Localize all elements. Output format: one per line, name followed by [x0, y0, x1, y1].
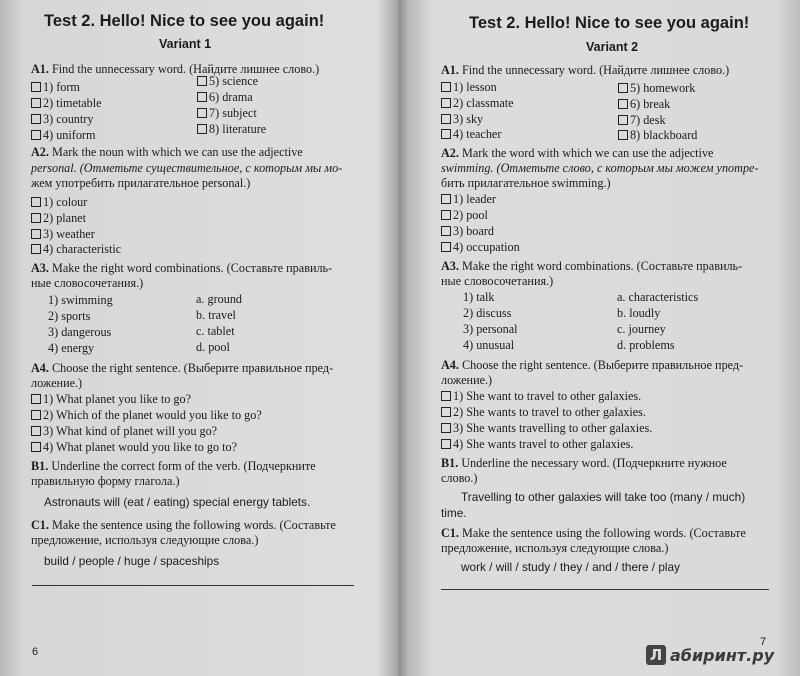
checkbox-option[interactable]: 4) characteristic [31, 242, 121, 257]
checkbox-option[interactable]: 7) subject [197, 106, 257, 121]
variant-label: Variant 1 [159, 37, 212, 51]
question-text: предложение, используя следующие слова.) [31, 533, 259, 547]
checkbox-option[interactable]: 6) drama [197, 90, 253, 105]
match-item: b. travel [196, 308, 236, 322]
match-item: 2) sports [48, 309, 91, 323]
question-text: правильную форму глагола.) [31, 474, 180, 488]
checkbox-icon[interactable] [441, 129, 451, 139]
checkbox-option[interactable]: 3) She wants travelling to other galaxies. [441, 421, 652, 436]
match-item: 3) personal [463, 322, 518, 336]
labirint-logo-icon: Л [646, 645, 666, 665]
checkbox-icon[interactable] [31, 394, 41, 404]
checkbox-option[interactable]: 1) form [31, 80, 80, 95]
checkbox-icon[interactable] [31, 114, 41, 124]
checkbox-icon[interactable] [441, 407, 451, 417]
checkbox-option[interactable]: 3) sky [441, 112, 483, 127]
question-a3: A3. Make the right word combinations. (Составьте правиль- [441, 259, 743, 273]
checkbox-icon[interactable] [441, 423, 451, 433]
answer-line[interactable] [441, 589, 769, 590]
checkbox-icon[interactable] [31, 98, 41, 108]
checkbox-option[interactable]: 1) She want to travel to other galaxies. [441, 389, 641, 404]
checkbox-icon[interactable] [197, 92, 207, 102]
question-text: ные словосочетания.) [31, 276, 144, 290]
checkbox-option[interactable]: 4) What planet would you like to go to? [31, 440, 237, 455]
match-item: 4) energy [48, 341, 95, 355]
checkbox-icon[interactable] [197, 124, 207, 134]
checkbox-option[interactable]: 8) blackboard [618, 128, 697, 143]
answer-line[interactable] [32, 585, 354, 586]
question-text: предложение, используя следующие слова.) [441, 541, 669, 555]
checkbox-option[interactable]: 1) colour [31, 195, 87, 210]
checkbox-icon[interactable] [31, 130, 41, 140]
match-item: d. pool [196, 340, 230, 354]
page-number: 7 [760, 636, 767, 648]
checkbox-option[interactable]: 4) She wants travel to other galaxies. [441, 437, 633, 452]
match-item: 1) talk [463, 290, 495, 304]
page-title: Test 2. Hello! Nice to see you again! [469, 14, 750, 32]
checkbox-option[interactable]: 1) leader [441, 192, 496, 207]
question-text: жем употребить прилагательное personal.) [31, 176, 251, 190]
checkbox-option[interactable]: 3) weather [31, 227, 95, 242]
question-c1: C1. Make the sentence using the following words. (Составьте [31, 518, 336, 532]
task-sentence: time. [441, 506, 467, 520]
checkbox-option[interactable]: 6) break [618, 97, 670, 112]
checkbox-icon[interactable] [618, 83, 628, 93]
question-text: swimming. (Отметьте слово, с которым мы можем употре- [441, 161, 759, 175]
checkbox-option[interactable]: 4) teacher [441, 127, 501, 142]
checkbox-icon[interactable] [197, 76, 207, 86]
match-item: c. tablet [196, 324, 235, 338]
question-b1: B1. Underline the correct form of the verb. (Подчеркните [31, 459, 316, 473]
question-a2: A2. Mark the word with which we can use the adjective [441, 146, 714, 160]
checkbox-icon[interactable] [31, 197, 41, 207]
checkbox-icon[interactable] [441, 194, 451, 204]
checkbox-icon[interactable] [197, 108, 207, 118]
checkbox-icon[interactable] [618, 99, 628, 109]
checkbox-icon[interactable] [441, 82, 451, 92]
question-a4: A4. Choose the right sentence. (Выберите правильное пред- [441, 358, 744, 372]
task-sentence: Astronauts will (eat / eating) special energy tablets. [44, 495, 311, 509]
question-a2: A2. Mark the noun with which we can use the adjective [31, 145, 303, 159]
match-item: b. loudly [617, 306, 661, 320]
page-title: Test 2. Hello! Nice to see you again! [44, 12, 325, 30]
checkbox-option[interactable]: 3) country [31, 112, 93, 127]
question-text: ложение.) [441, 373, 493, 387]
question-a3: A3. Make the right word combinations. (Составьте правиль- [31, 261, 333, 275]
variant-label: Variant 2 [586, 40, 639, 54]
checkbox-option[interactable]: 5) homework [618, 81, 695, 96]
checkbox-option[interactable]: 3) board [441, 224, 494, 239]
question-a1: A1. Find the unnecessary word. (Найдите лишнее слово.) [31, 62, 320, 76]
checkbox-option[interactable]: 1) What planet you like to go? [31, 392, 191, 407]
checkbox-option[interactable]: 8) literature [197, 122, 266, 137]
checkbox-icon[interactable] [31, 410, 41, 420]
checkbox-option[interactable]: 4) occupation [441, 240, 520, 255]
checkbox-option[interactable]: 2) timetable [31, 96, 102, 111]
task-words: work / will / study / they / and / there / play [461, 560, 680, 574]
checkbox-option[interactable]: 2) She wants to travel to other galaxies. [441, 405, 646, 420]
match-item: a. characteristics [617, 290, 699, 304]
match-item: d. problems [617, 338, 675, 352]
match-item: 1) swimming [48, 293, 113, 307]
checkbox-icon[interactable] [31, 213, 41, 223]
checkbox-icon[interactable] [618, 130, 628, 140]
checkbox-icon[interactable] [441, 98, 451, 108]
checkbox-icon[interactable] [441, 210, 451, 220]
checkbox-option[interactable]: 2) planet [31, 211, 86, 226]
page-number: 6 [32, 646, 39, 658]
watermark [646, 644, 792, 666]
question-text: ные словосочетания.) [441, 274, 554, 288]
checkbox-icon[interactable] [441, 242, 451, 252]
match-item: c. journey [617, 322, 666, 336]
checkbox-option[interactable]: 2) classmate [441, 96, 514, 111]
match-item: 4) unusual [463, 338, 515, 352]
question-b1: B1. Underline the necessary word. (Подчеркните нужное [441, 456, 727, 470]
checkbox-icon[interactable] [441, 391, 451, 401]
checkbox-option[interactable]: 2) pool [441, 208, 488, 223]
match-item: 3) dangerous [48, 325, 112, 339]
task-words: build / people / huge / spaceships [44, 554, 220, 568]
checkbox-icon[interactable] [31, 244, 41, 254]
checkbox-icon[interactable] [31, 442, 41, 452]
question-text: слово.) [441, 471, 478, 485]
checkbox-icon[interactable] [441, 226, 451, 236]
checkbox-option[interactable]: 1) lesson [441, 80, 497, 95]
checkbox-option[interactable]: 3) What kind of planet will you go? [31, 424, 217, 439]
checkbox-icon[interactable] [441, 439, 451, 449]
checkbox-option[interactable]: 4) uniform [31, 128, 95, 143]
checkbox-icon[interactable] [618, 115, 628, 125]
checkbox-option[interactable]: 5) science [197, 74, 258, 89]
right-page [403, 0, 800, 676]
match-item: a. ground [196, 292, 243, 306]
checkbox-option[interactable]: 2) Which of the planet would you like to go? [31, 408, 262, 423]
task-sentence: Travelling to other galaxies will take too (many / much) [461, 490, 746, 504]
watermark-text: абиринт.ру [670, 645, 775, 665]
checkbox-icon[interactable] [31, 426, 41, 436]
question-a1: A1. Find the unnecessary word. (Найдите лишнее слово.) [441, 63, 730, 77]
checkbox-icon[interactable] [31, 229, 41, 239]
checkbox-icon[interactable] [441, 114, 451, 124]
question-text: бить прилагательное swimming.) [441, 176, 611, 190]
question-c1: C1. Make the sentence using the following words. (Составьте [441, 526, 746, 540]
question-text: personal. (Отметьте существительное, с которым мы мо- [31, 161, 343, 175]
question-text: ложение.) [31, 376, 83, 390]
match-item: 2) discuss [463, 306, 512, 320]
checkbox-icon[interactable] [31, 82, 41, 92]
checkbox-option[interactable]: 7) desk [618, 113, 666, 128]
question-a4: A4. Choose the right sentence. (Выберите правильное пред- [31, 361, 334, 375]
